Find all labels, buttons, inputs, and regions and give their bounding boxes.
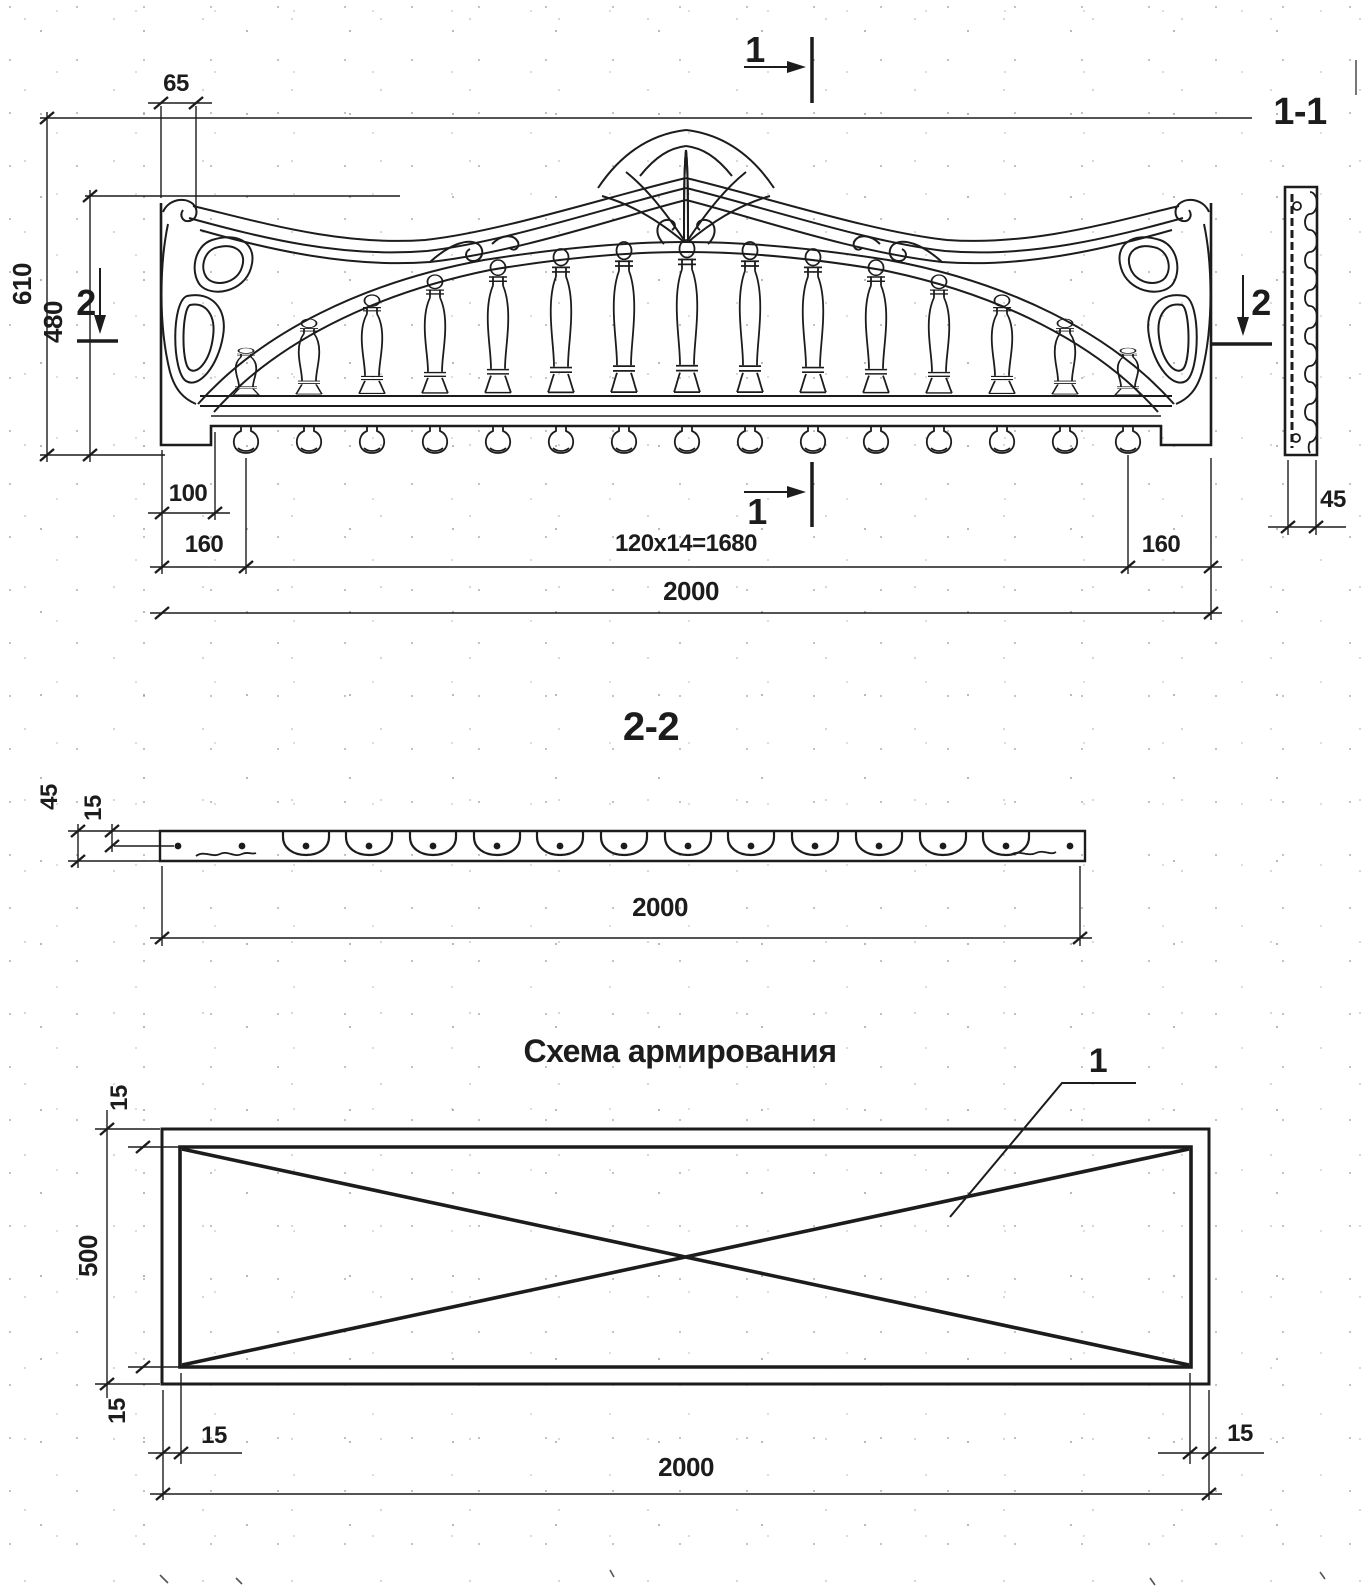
rebar-mark-1: 1 — [1088, 1042, 1108, 1080]
pendant-row — [234, 426, 1140, 453]
section-1-1-view — [1268, 187, 1346, 535]
corner-ornament-left — [162, 178, 687, 412]
section-2-2-view — [68, 824, 1092, 946]
dim-120x14: 120x14=1680 — [615, 530, 757, 557]
dim-160-right: 160 — [1141, 531, 1181, 558]
reinforcement-scheme-view — [95, 1083, 1264, 1500]
dim-2000-scheme: 2000 — [658, 1452, 714, 1482]
dim-480: 480 — [38, 301, 68, 343]
section-label-1-bottom: 1 — [747, 491, 767, 532]
balustrade — [232, 240, 1142, 396]
dim-610: 610 — [7, 263, 37, 305]
dim-15-bottom-left: 15 — [201, 1422, 227, 1449]
dim-2000-elevation: 2000 — [663, 576, 719, 606]
view-label-2-2: 2-2 — [622, 705, 680, 749]
dim-45-section: 45 — [1320, 486, 1346, 513]
dim-15-bottom: 15 — [104, 1398, 131, 1424]
dim-15-top: 15 — [106, 1085, 133, 1111]
dim-500: 500 — [73, 1235, 103, 1277]
dim-65: 65 — [163, 70, 189, 97]
dim-45-plan: 45 — [36, 784, 63, 810]
rebar-diagonals — [182, 1149, 1189, 1365]
dim-15-plan: 15 — [80, 795, 107, 821]
section-label-1-top: 1 — [745, 29, 765, 70]
section-label-2-right: 2 — [1251, 282, 1271, 323]
scallop-row — [283, 831, 1029, 855]
dim-100: 100 — [168, 480, 208, 507]
dim-160-left: 160 — [184, 531, 224, 558]
dim-15-bottom-right: 15 — [1227, 1420, 1253, 1447]
rebar-dots — [175, 843, 1074, 850]
central-palmette — [598, 130, 774, 244]
section-label-2-left: 2 — [76, 282, 96, 323]
view-label-1-1: 1-1 — [1273, 91, 1327, 133]
scan-artifacts — [160, 60, 1356, 1585]
dim-2000-plan: 2000 — [632, 892, 688, 922]
reinforcement-title: Схема армирования — [523, 1033, 837, 1069]
leader-line — [950, 1083, 1136, 1217]
